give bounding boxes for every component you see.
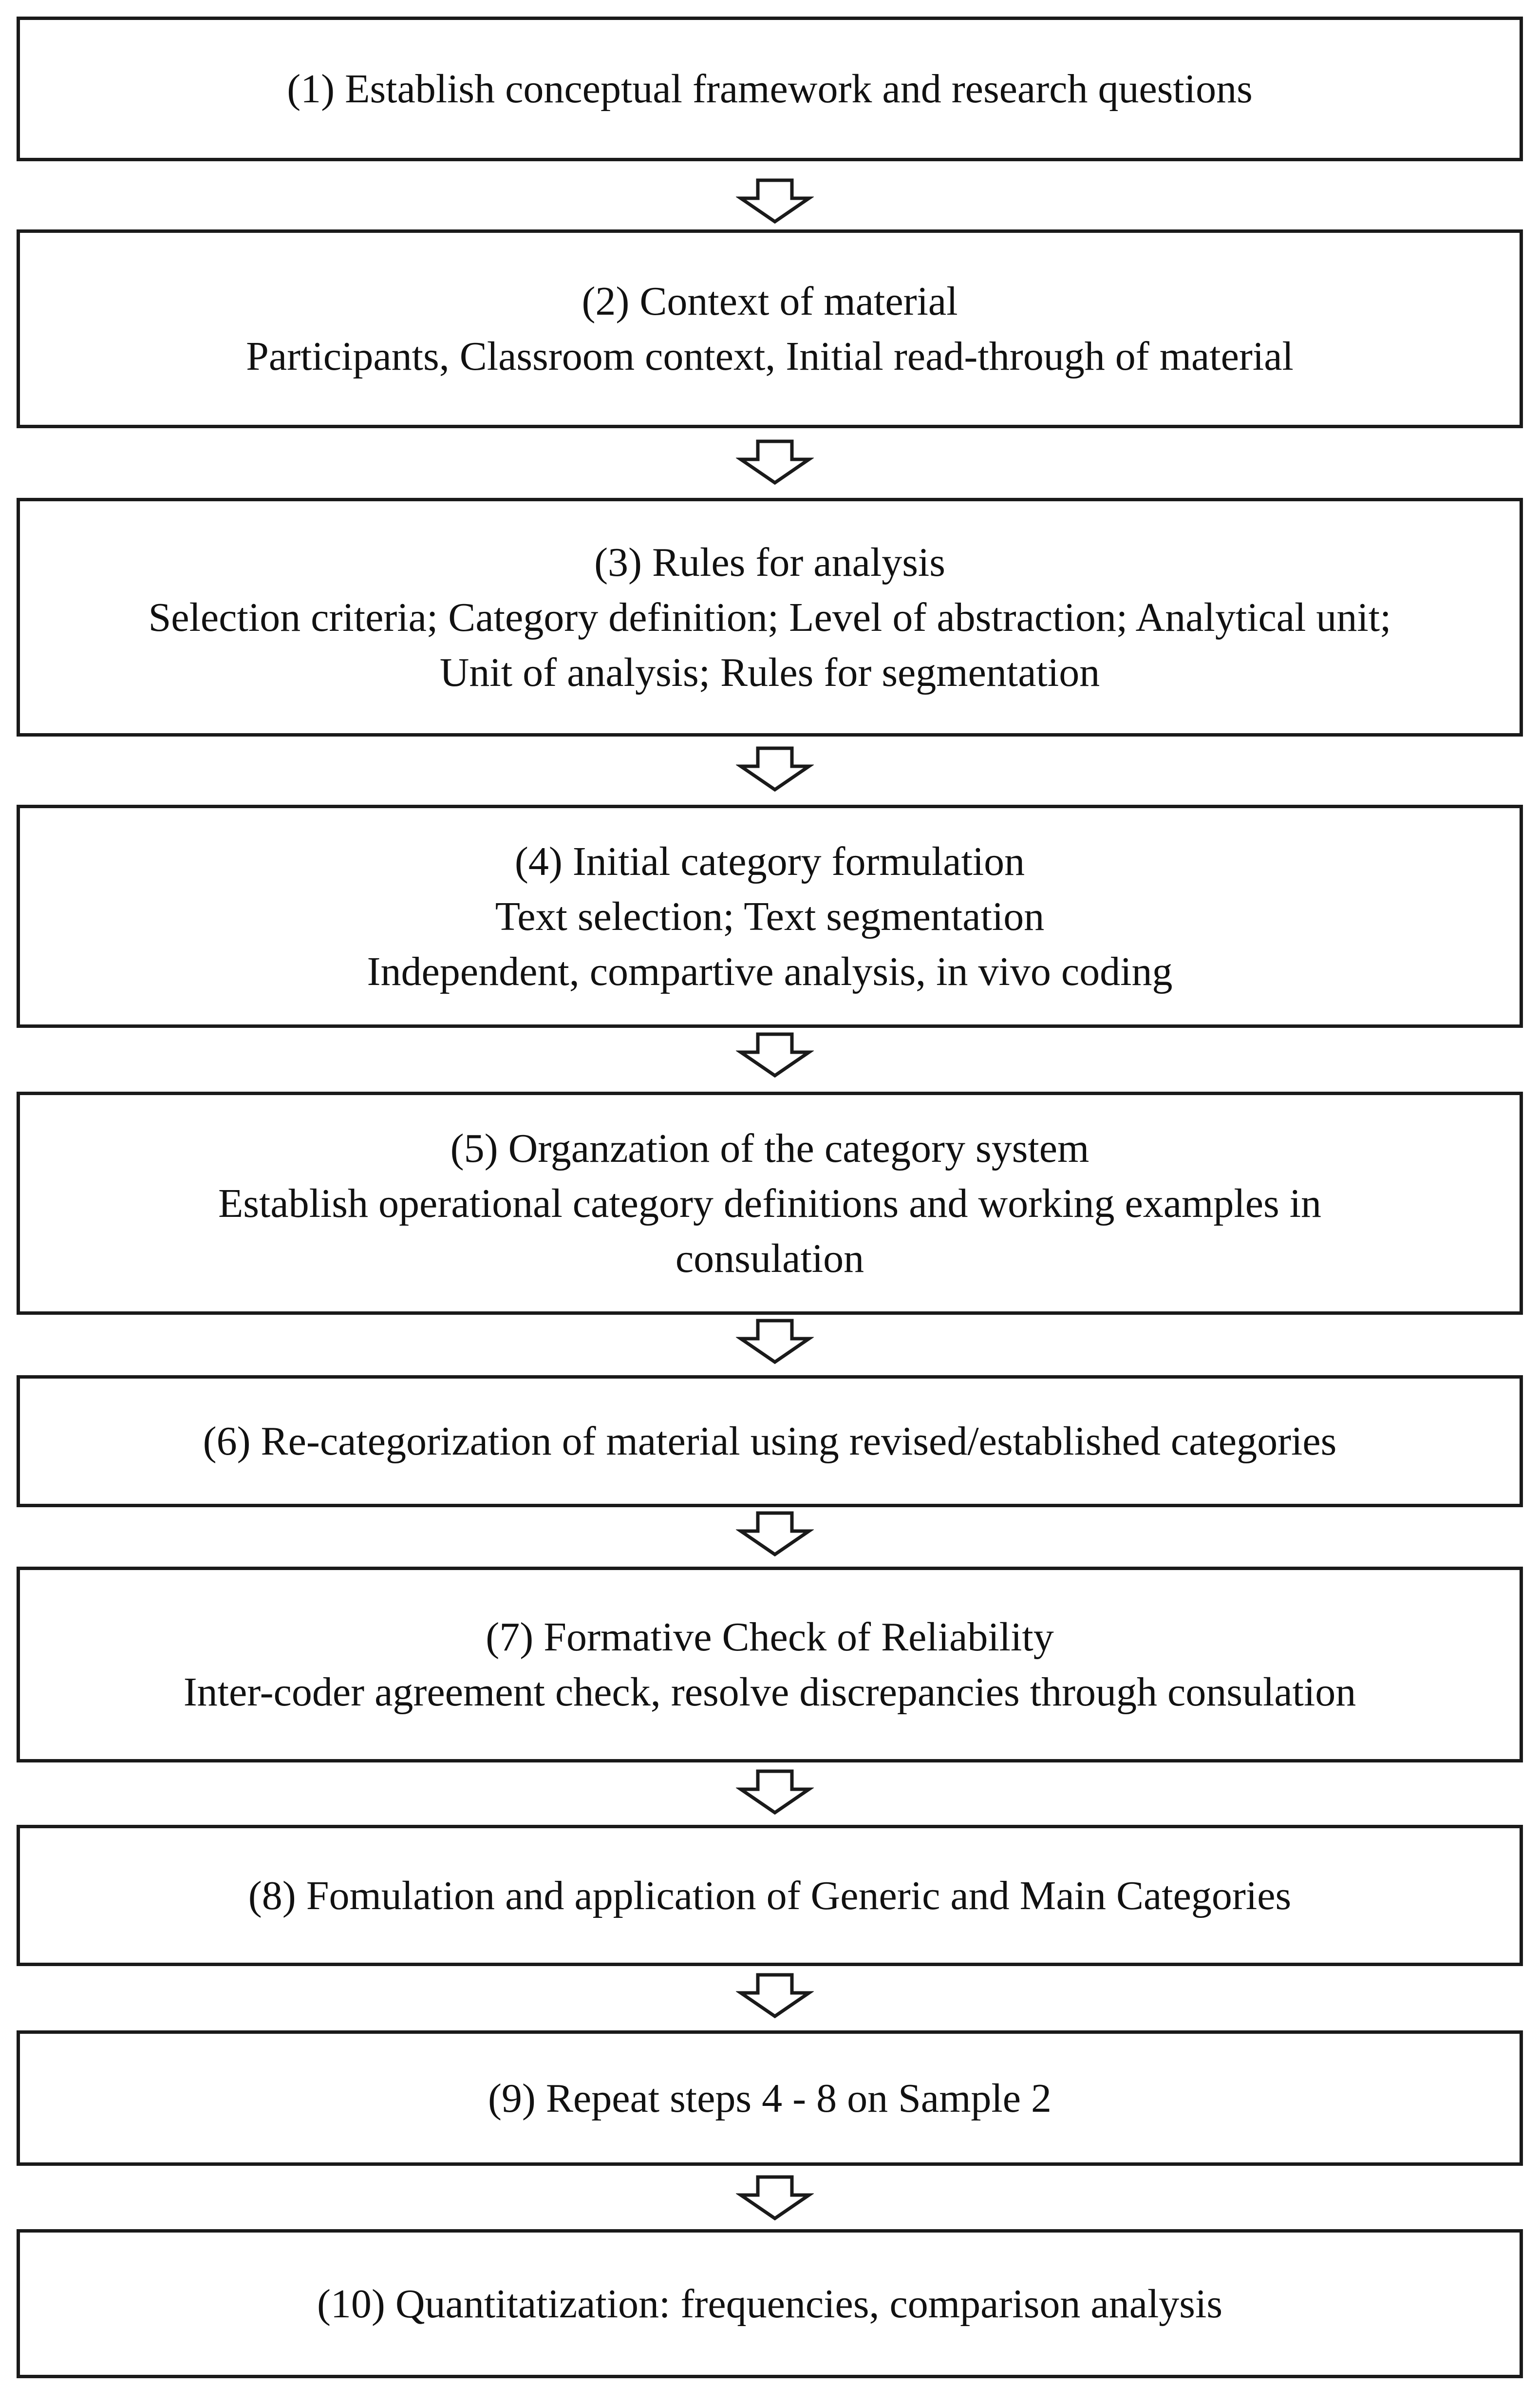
step-7-box [17, 1567, 1523, 1762]
step-4-box [17, 805, 1523, 1028]
step-2-detail: Participants, Classroom context, Initial read-through of material [246, 334, 1294, 379]
down-arrow-icon [736, 746, 814, 793]
step-10-title: (10) Quantitatization: frequencies, comparison analysis [317, 2281, 1223, 2327]
step-5-detail-line-1: Establish operational category definitions and working examples in [218, 1180, 1322, 1226]
step-9-title: (9) Repeat steps 4 - 8 on Sample 2 [488, 2075, 1052, 2121]
step-5-detail-line-2: consulation [675, 1235, 864, 1281]
step-4-title: (4) Initial category formulation [514, 838, 1025, 884]
down-arrow-icon [736, 1972, 814, 2019]
down-arrow-icon [736, 2175, 814, 2221]
step-4-detail-line-1: Text selection; Text segmentation [495, 893, 1045, 939]
step-7-detail: Inter-coder agreement check, resolve discrepancies through consulation [183, 1669, 1356, 1715]
step-6-title: (6) Re-categorization of material using revised/established categories [203, 1419, 1337, 1464]
step-8-title: (8) Fomulation and application of Generic and Main Categories [248, 1873, 1292, 1918]
down-arrow-icon [736, 178, 814, 225]
step-7-title: (7) Formative Check of Reliability [486, 1614, 1054, 1660]
step-2-box [17, 229, 1523, 428]
step-5-title: (5) Organzation of the category system [450, 1125, 1089, 1171]
step-10-box [17, 2229, 1523, 2378]
step-9-box [17, 2030, 1523, 2166]
down-arrow-icon [736, 1511, 814, 1557]
down-arrow-icon [736, 1769, 814, 1816]
step-5-box [17, 1092, 1523, 1315]
step-8-box [17, 1825, 1523, 1966]
step-2-title: (2) Context of material [582, 279, 958, 324]
step-3-title: (3) Rules for analysis [594, 539, 945, 585]
step-3-detail-line-1: Selection criteria; Category definition; Level of abstraction; Analytical unit; [148, 594, 1391, 640]
step-4-detail-line-2: Independent, compartive analysis, in vivo coding [367, 948, 1173, 994]
down-arrow-icon [736, 439, 814, 486]
down-arrow-icon [736, 1318, 814, 1365]
step-1-box [17, 17, 1523, 161]
step-6-box [17, 1375, 1523, 1507]
step-1-title: (1) Establish conceptual framework and research questions [287, 66, 1253, 112]
down-arrow-icon [736, 1032, 814, 1079]
step-3-detail-line-2: Unit of analysis; Rules for segmentation [439, 649, 1100, 695]
step-3-box [17, 498, 1523, 737]
